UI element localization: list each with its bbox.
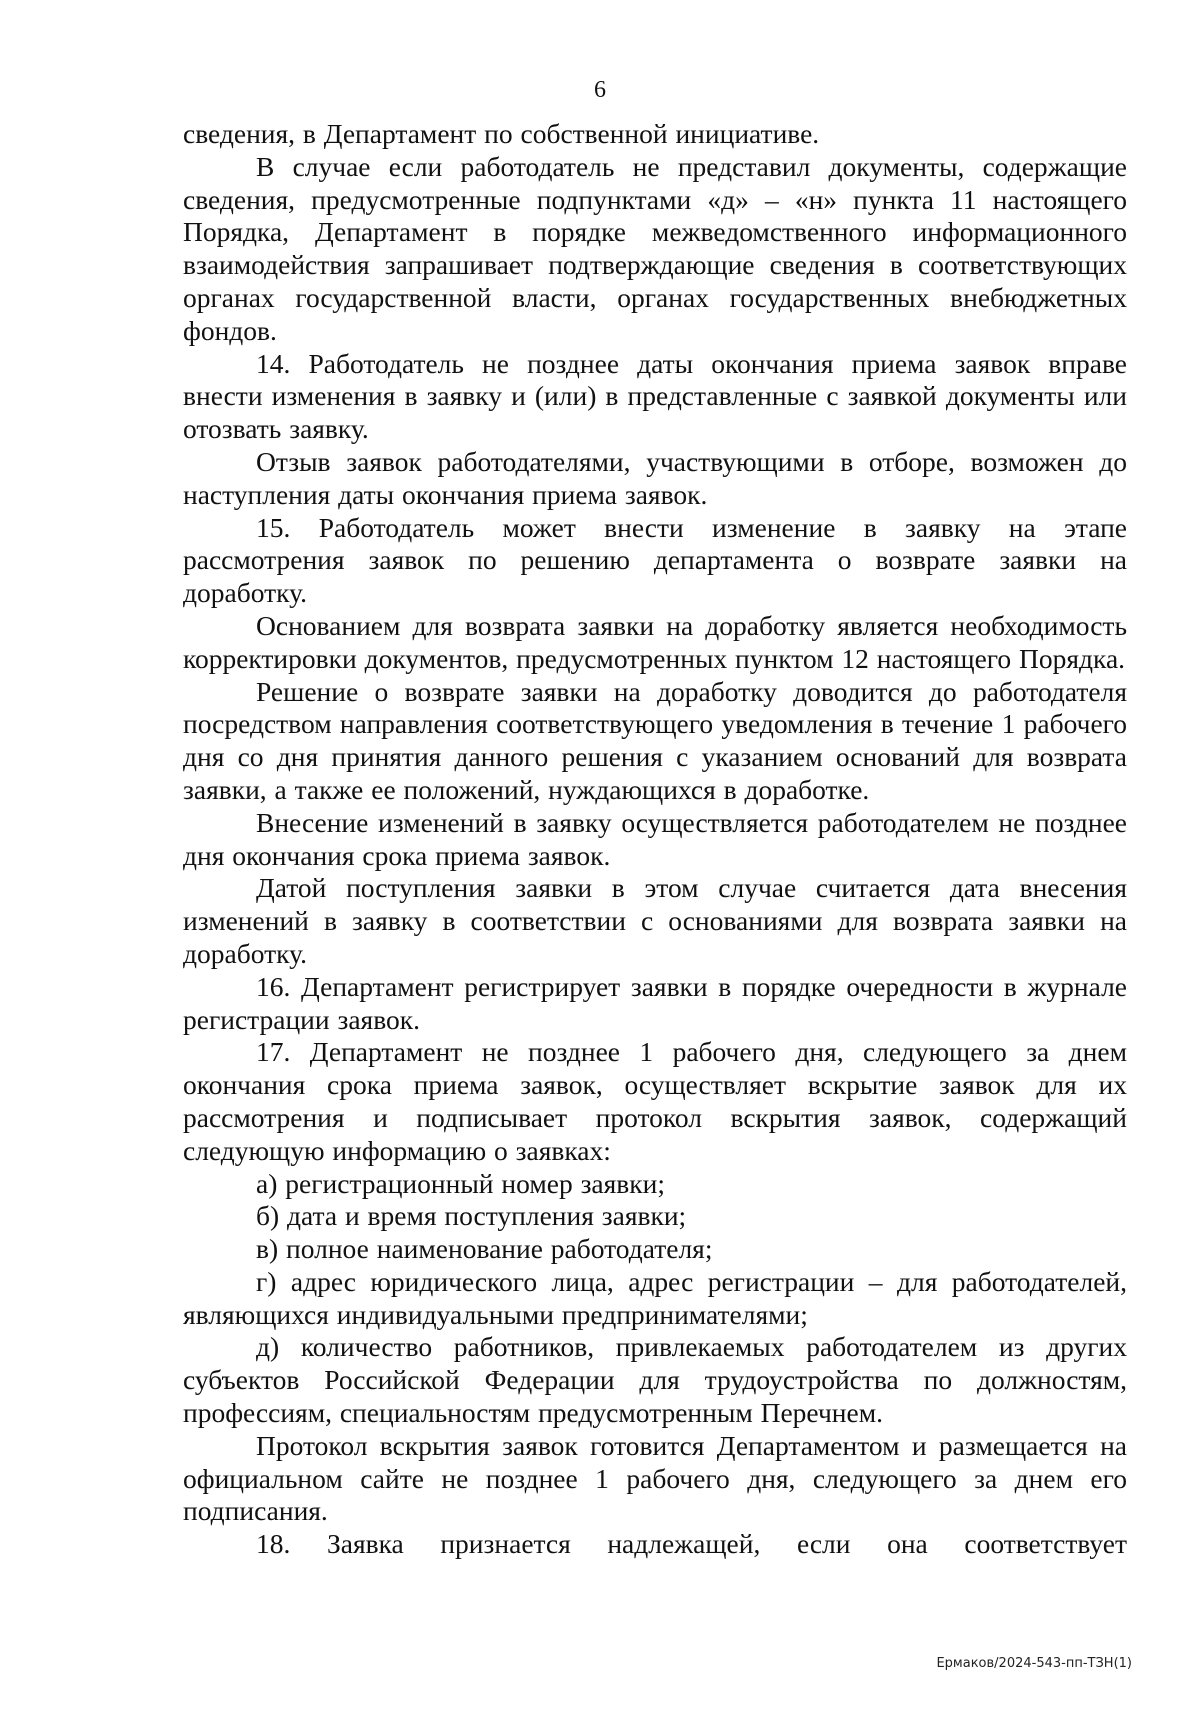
paragraph-protocol: Протокол вскрытия заявок готовится Департаментом и размещается на официальном сайте не позднее 1 рабочего дня, следующего за днем его подписания.	[183, 1429, 1127, 1527]
list-item-a: а) регистрационный номер заявки;	[256, 1167, 665, 1199]
clause-18: 18. Заявка признается надлежащей, если она соответствует	[256, 1528, 1127, 1560]
list-item-d: д) количество работников, привлекаемых работодателем из других субъектов Российской Федерации для трудоустройства по должностям, профессиям, специальностям предусмотренным Перечнем.	[183, 1331, 1127, 1429]
paragraph-return-decision: Решение о возврате заявки на доработку доводится до работодателя посредством направления соответствующего уведомления в течение 1 рабочего дня со дня принятия данного решения с указанием оснований для возврата заявки, а также ее положений, нуждающихся в доработке.	[183, 675, 1127, 805]
paragraph-withdrawal: Отзыв заявок работодателями, участвующими в отборе, возможен до наступления даты окончания приема заявок.	[183, 445, 1127, 510]
clause-14: 14. Работодатель не позднее даты окончания приема заявок вправе внести изменения в заявку и (или) в представленные с заявкой документы или отозвать заявку.	[183, 347, 1127, 445]
document-body	[183, 118, 1127, 1561]
page-number: 6	[594, 77, 606, 103]
paragraph-receipt-date: Датой поступления заявки в этом случае считается дата внесения изменений в заявку в соответствии с основаниями для возврата заявки на доработку.	[183, 872, 1127, 969]
paragraph-missing-documents: В случае если работодатель не представил документы, содержащие сведения, предусмотренные подпунктами «д» – «н» пункта 11 настоящего Порядка, Департамент в порядке межведомственного информационного взаимодействия запрашивает подтверждающие сведения в соответствующих органах государственной власти, органах государственных внебюджетных фондов.	[183, 150, 1127, 346]
clause-16: 16. Департамент регистрирует заявки в порядке очередности в журнале регистрации заявок.	[183, 970, 1127, 1035]
document-footer-code: Ермаков/2024-543-пп-ТЗН(1)	[936, 1656, 1132, 1671]
list-item-g: г) адрес юридического лица, адрес регистрации – для работодателей, являющихся индивидуальными предпринимателями;	[183, 1265, 1127, 1330]
paragraph-changes-deadline: Внесение изменений в заявку осуществляется работодателем не позднее дня окончания срока приема заявок.	[183, 806, 1127, 871]
list-item-v: в) полное наименование работодателя;	[256, 1233, 713, 1265]
paragraph-continuation: сведения, в Департамент по собственной инициативе.	[183, 118, 820, 149]
clause-17: 17. Департамент не позднее 1 рабочего дня, следующего за днем окончания срока приема заявок, осуществляет вскрытие заявок для их рассмотрения и подписывает протокол вскрытия заявок, содержащий следующую информацию о заявках:	[183, 1036, 1127, 1166]
clause-15: 15. Работодатель может внести изменение в заявку на этапе рассмотрения заявок по решению департамента о возврате заявки на доработку.	[183, 511, 1127, 609]
paragraph-return-grounds: Основанием для возврата заявки на доработку является необходимость корректировки документов, предусмотренных пунктом 12 настоящего Порядка.	[183, 609, 1127, 674]
list-item-b: б) дата и время поступления заявки;	[256, 1200, 687, 1232]
